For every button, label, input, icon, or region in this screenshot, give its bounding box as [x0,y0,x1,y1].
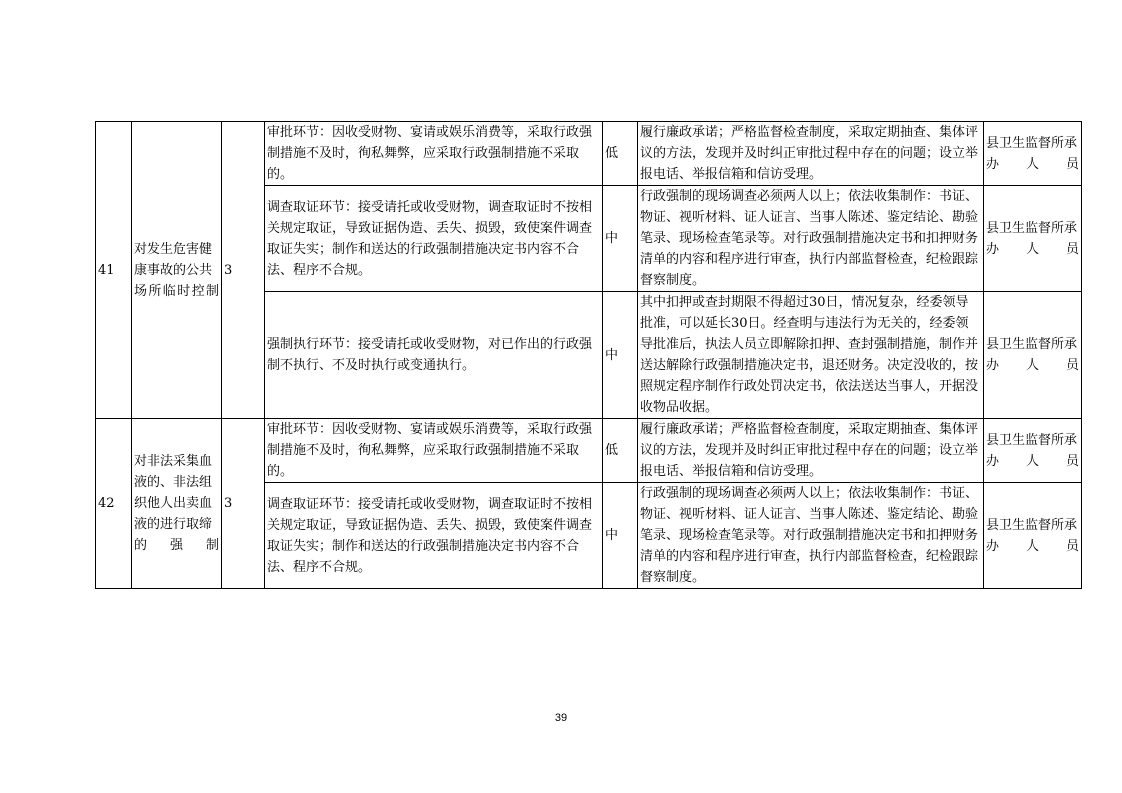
risk-description: 强制执行环节：接受请托或收受财物，对已作出的行政强制不执行、不及时执行或变通执行。 [265,292,603,419]
item-name: 对发生危害健康事故的公共场所临时控制 [132,122,222,419]
responsible-dept: 县卫生监督所承办人员 [984,186,1082,292]
risk-table [95,121,1082,589]
table-row [96,122,1082,186]
item-name: 对非法采集血液的、非法组织他人出卖血液的进行取缔的强制 [132,419,222,589]
responsible-dept: 县卫生监督所承办人员 [984,292,1082,419]
table-row [96,419,1082,483]
prevention-measure: 履行廉政承诺；严格监督检查制度，采取定期抽查、集体评议的方法，发现并及时纠正审批过程中存在的问题；设立举报电话、举报信箱和信访受理。 [638,419,984,483]
prevention-measure: 行政强制的现场调查必须两人以上；依法收集制作：书证、物证、视听材料、证人证言、当事人陈述、鉴定结论、勘验笔录、现场检查笔录等。对行政强制措施决定书和扣押财务清单的内容和程序进行审查，执行内部监督检查，纪检跟踪督察制度。 [638,483,984,589]
risk-description: 审批环节：因收受财物、宴请或娱乐消费等，采取行政强制措施不及时，徇私舞弊，应采取行政强制措施不采取的。 [265,122,603,186]
item-number: 41 [96,122,132,419]
prevention-measure: 其中扣押或查封期限不得超过30日，情况复杂，经委领导批准，可以延长30日。经查明与违法行为无关的，经委领导批准后，执法人员立即解除扣押、查封强制措施，制作并送达解除行政强制措施决定书，退还财务。决定没收的，按照规定程序制作行政处罚决定书，依法送达当事人，开据没收物品收据。 [638,292,984,419]
risk-level: 中 [603,186,638,292]
item-count: 3 [222,122,265,419]
responsible-dept: 县卫生监督所承办人员 [984,419,1082,483]
responsible-dept: 县卫生监督所承办人员 [984,122,1082,186]
risk-level: 低 [603,419,638,483]
risk-description: 审批环节：因收受财物、宴请或娱乐消费等，采取行政强制措施不及时，徇私舞弊，应采取行政强制措施不采取的。 [265,419,603,483]
risk-level: 低 [603,122,638,186]
risk-description: 调查取证环节：接受请托或收受财物，调查取证时不按相关规定取证，导致证据伪造、丢失、损毁，致使案件调查取证失实；制作和送达的行政强制措施决定书内容不合法、程序不合规。 [265,186,603,292]
prevention-measure: 履行廉政承诺；严格监督检查制度，采取定期抽查、集体评议的方法，发现并及时纠正审批过程中存在的问题；设立举报电话、举报信箱和信访受理。 [638,122,984,186]
risk-description: 调查取证环节：接受请托或收受财物，调查取证时不按相关规定取证，导致证据伪造、丢失、损毁，致使案件调查取证失实；制作和送达的行政强制措施决定书内容不合法、程序不合规。 [265,483,603,589]
risk-level: 中 [603,292,638,419]
risk-level: 中 [603,483,638,589]
page-number: 39 [554,712,568,724]
item-count: 3 [222,419,265,589]
responsible-dept: 县卫生监督所承办人员 [984,483,1082,589]
item-number: 42 [96,419,132,589]
prevention-measure: 行政强制的现场调查必须两人以上；依法收集制作：书证、物证、视听材料、证人证言、当事人陈述、鉴定结论、勘验笔录、现场检查笔录等。对行政强制措施决定书和扣押财务清单的内容和程序进行审查，执行内部监督检查，纪检跟踪督察制度。 [638,186,984,292]
